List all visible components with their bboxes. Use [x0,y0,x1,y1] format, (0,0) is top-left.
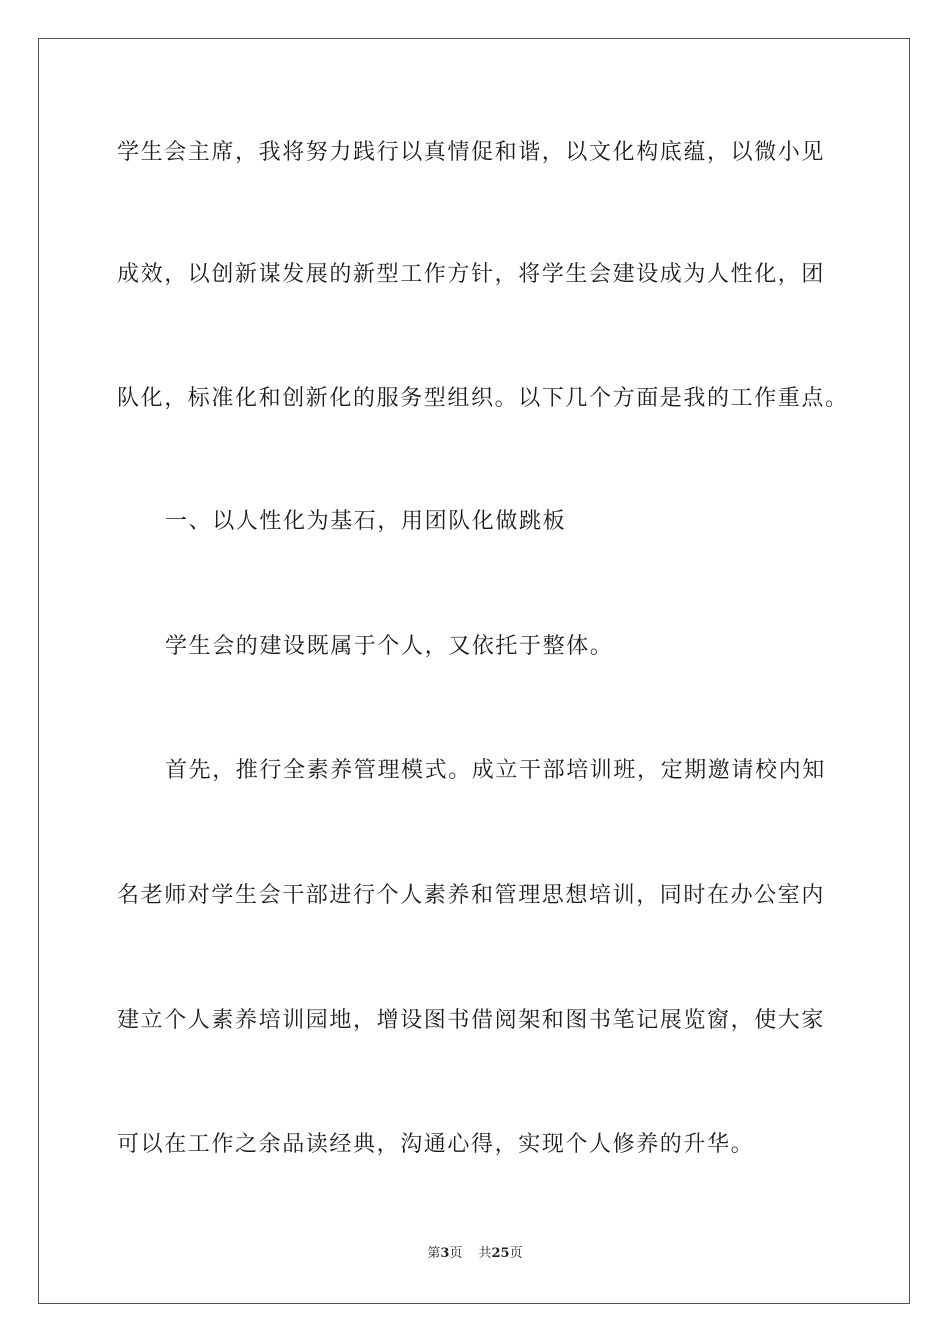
page-number-prefix: 第 [427,1246,441,1261]
section-heading: 一、以人性化为基石，用团队化做跳板 [165,509,567,534]
paragraph-line: 学生会的建设既属于个人，又依托于整体。 [165,634,614,659]
paragraph-line: 名老师对学生会干部进行个人素养和管理思想培训，同时在办公室内 [117,883,826,908]
paragraph-line: 首先，推行全素养管理模式。成立干部培训班，定期邀请校内知 [165,758,826,783]
current-page-number: 3 [440,1246,450,1261]
paragraph-line: 学生会主席，我将努力践行以真情促和谐，以文化构底蕴，以微小见 [117,140,826,165]
paragraph-line: 成效，以创新谋发展的新型工作方针，将学生会建设成为人性化，团 [117,262,826,287]
total-pages-suffix: 页 [509,1246,523,1261]
paragraph-line: 建立个人素养培训园地，增设图书借阅架和图书笔记展览窗，使大家 [117,1008,826,1033]
total-page-count: 25 [491,1246,510,1261]
page-footer [0,1245,950,1263]
paragraph-line: 可以在工作之余品读经典，沟通心得，实现个人修养的升华。 [117,1132,755,1157]
paragraph-line: 队化，标准化和创新化的服务型组织。以下几个方面是我的工作重点。 [117,386,849,411]
total-pages-prefix: 共 [478,1246,492,1261]
page-number-suffix: 页 [449,1246,463,1261]
